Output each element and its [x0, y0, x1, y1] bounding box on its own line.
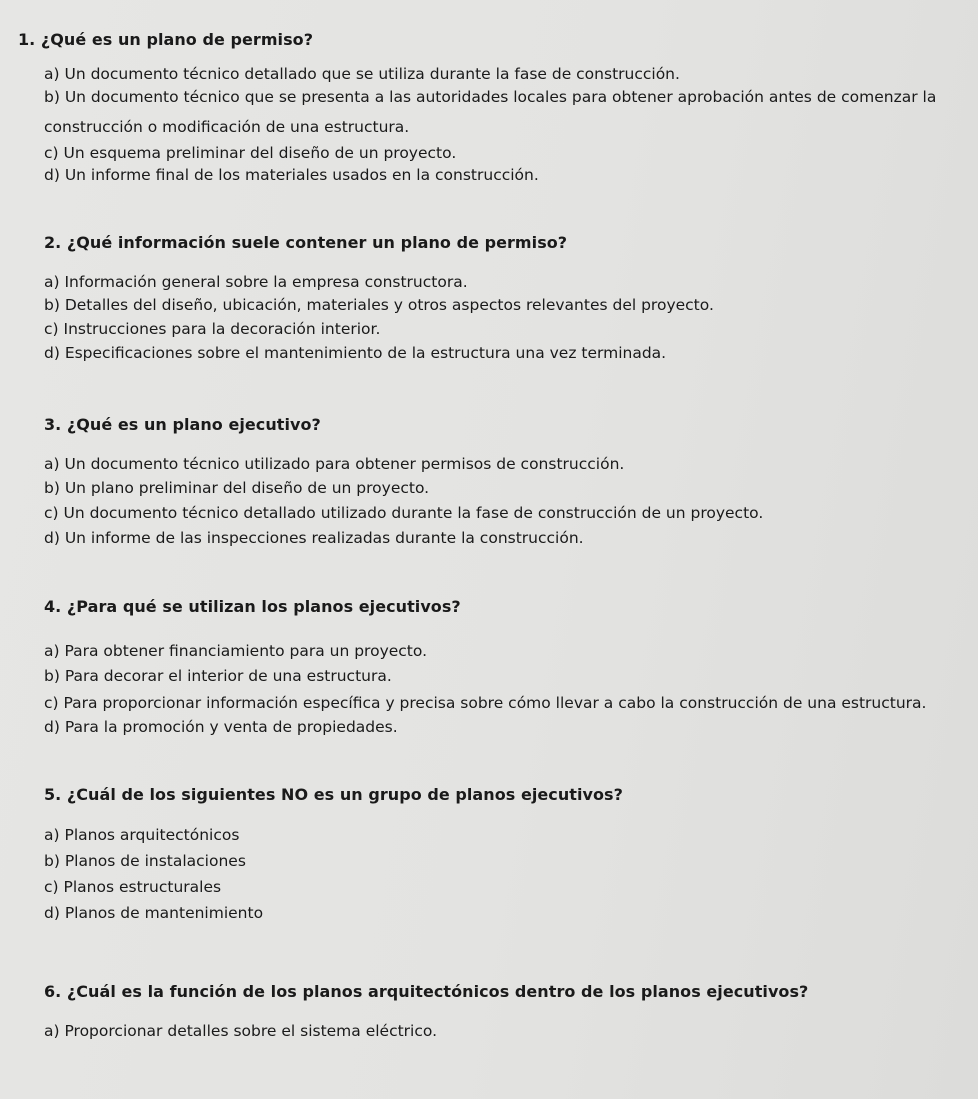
question-3-option-d: d) Un informe de las inspecciones realizadas durante la construcción.	[44, 529, 584, 547]
question-6-option-a: a) Proporcionar detalles sobre el sistema eléctrico.	[44, 1022, 438, 1040]
question-4-option-a: a) Para obtener financiamiento para un proyecto.	[44, 642, 428, 660]
question-5-option-d: d) Planos de mantenimiento	[44, 904, 264, 922]
question-1-option-b-continued: construcción o modificación de una estructura.	[44, 118, 410, 136]
question-2-option-b: b) Detalles del diseño, ubicación, materiales y otros aspectos relevantes del proyecto.	[44, 296, 714, 314]
question-1-option-d: d) Un informe final de los materiales usados en la construcción.	[44, 166, 539, 184]
question-5-option-c: c) Planos estructurales	[44, 878, 222, 896]
question-3-option-c: c) Un documento técnico detallado utilizado durante la fase de construcción de un proyecto.	[44, 504, 764, 522]
question-5-option-a: a) Planos arquitectónicos	[44, 826, 240, 844]
question-4-title: 4. ¿Para qué se utilizan los planos ejecutivos?	[44, 597, 461, 616]
question-4-option-c: c) Para proporcionar información específica y precisa sobre cómo llevar a cabo la construcción de una estructura.	[44, 694, 927, 712]
question-5-title: 5. ¿Cuál de los siguientes NO es un grupo de planos ejecutivos?	[44, 785, 623, 804]
question-1-option-b: b) Un documento técnico que se presenta a las autoridades locales para obtener aprobación antes de comenzar la	[44, 88, 937, 106]
question-3-title: 3. ¿Qué es un plano ejecutivo?	[44, 415, 321, 434]
question-2-title: 2. ¿Qué información suele contener un plano de permiso?	[44, 233, 568, 252]
question-6-title: 6. ¿Cuál es la función de los planos arquitectónicos dentro de los planos ejecutivos?	[44, 982, 809, 1001]
question-5-option-b: b) Planos de instalaciones	[44, 852, 246, 870]
question-4-option-b: b) Para decorar el interior de una estructura.	[44, 667, 392, 685]
question-2-option-d: d) Especificaciones sobre el mantenimiento de la estructura una vez terminada.	[44, 344, 667, 362]
question-1-title: 1. ¿Qué es un plano de permiso?	[18, 30, 314, 49]
question-3-option-b: b) Un plano preliminar del diseño de un proyecto.	[44, 479, 430, 497]
question-4-option-d: d) Para la promoción y venta de propiedades.	[44, 718, 398, 736]
question-1-option-a: a) Un documento técnico detallado que se utiliza durante la fase de construcción.	[44, 65, 680, 83]
question-3-option-a: a) Un documento técnico utilizado para obtener permisos de construcción.	[44, 455, 625, 473]
question-1-option-c: c) Un esquema preliminar del diseño de un proyecto.	[44, 144, 457, 162]
question-2-option-a: a) Información general sobre la empresa constructora.	[44, 273, 468, 291]
question-2-option-c: c) Instrucciones para la decoración interior.	[44, 320, 381, 338]
